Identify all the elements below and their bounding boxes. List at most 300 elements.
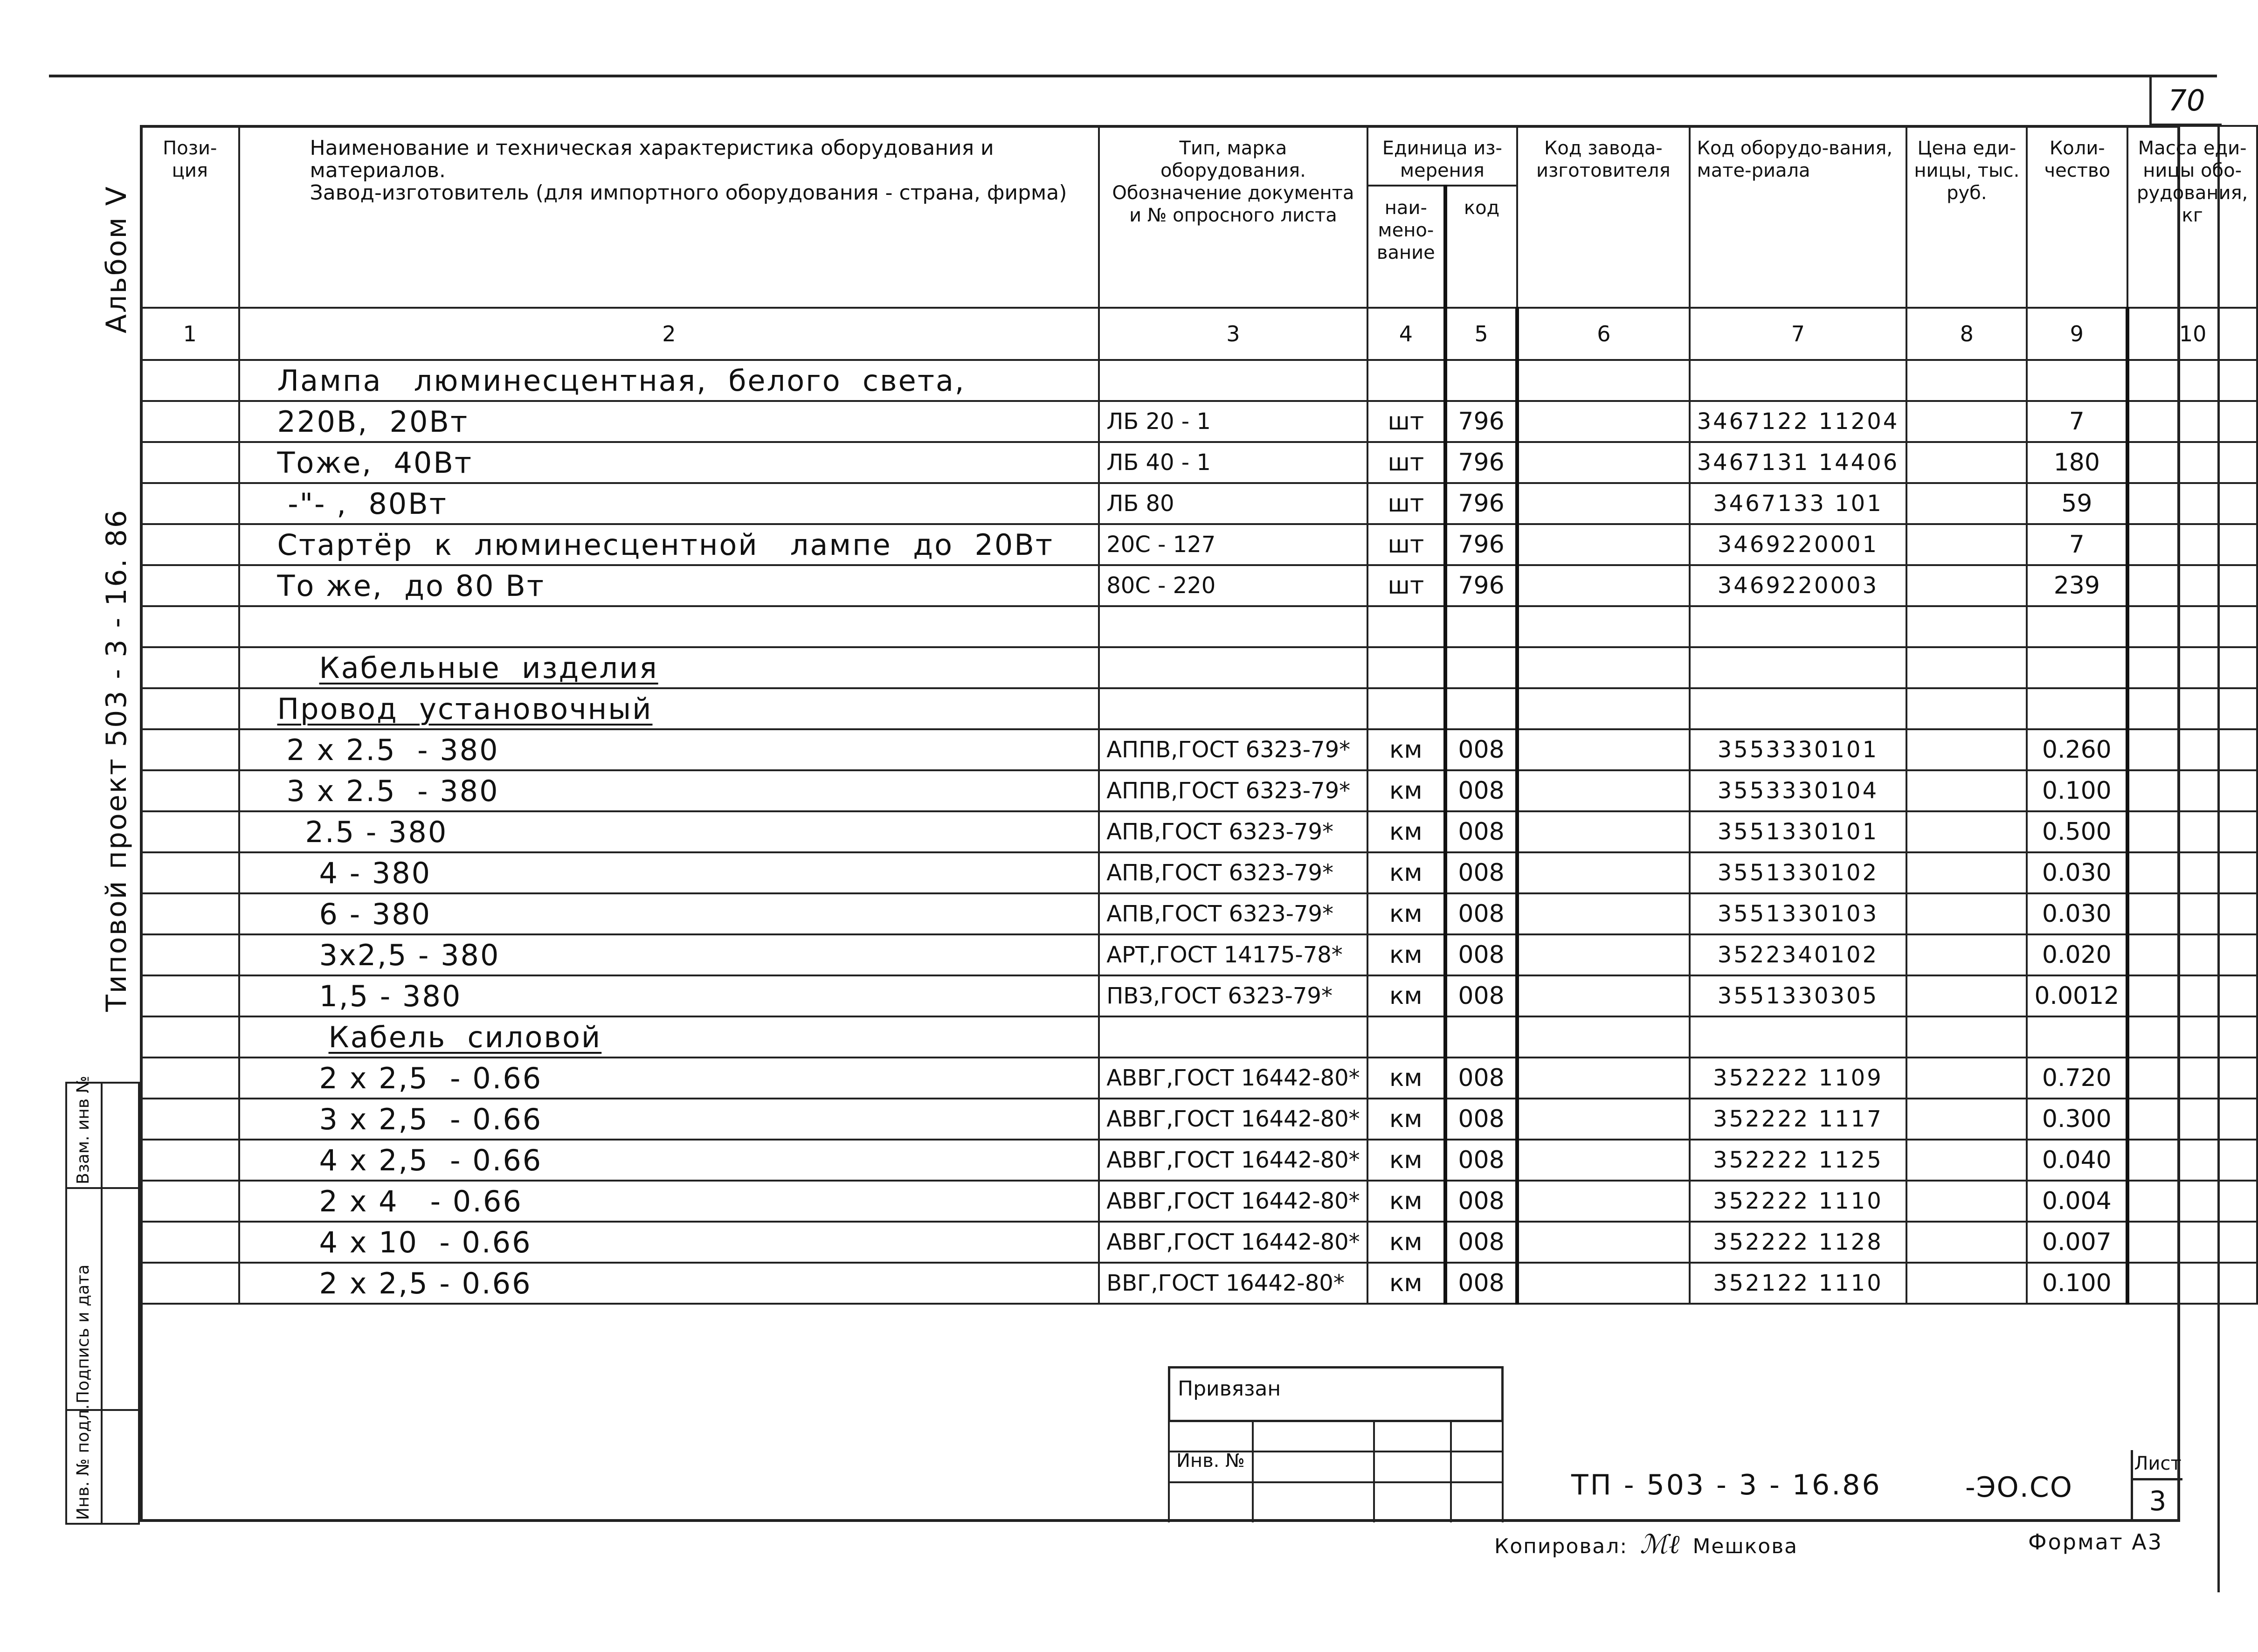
row-name-text: 4 x 2,5 - 0.66	[319, 1143, 543, 1177]
column-number-row	[141, 308, 2257, 360]
col-num-10: 10	[2127, 308, 2257, 360]
stamp-divider	[1373, 1420, 1375, 1522]
page-number: 70	[2168, 83, 2205, 118]
cell-name	[239, 1099, 1099, 1140]
header-unit-group: Единица из-мерения	[1367, 126, 1517, 186]
cell-material-code: 3551330102	[1690, 852, 1907, 893]
cell-unit-code: 008	[1445, 770, 1517, 811]
table-row	[141, 1263, 2257, 1304]
cell-type	[1099, 1016, 1367, 1058]
table-row	[141, 1016, 2257, 1058]
stamp-title: Привязан	[1168, 1366, 1504, 1422]
header-factory-code: Код завода-изготовителя	[1517, 126, 1689, 308]
cell-unit: км	[1367, 1058, 1445, 1099]
cell-factory-code	[1517, 606, 1689, 647]
cell-name	[239, 934, 1099, 975]
cell-price	[1906, 483, 2027, 524]
cell-type	[1099, 688, 1367, 729]
header-unit-code: код	[1445, 186, 1517, 308]
cell-position	[141, 1263, 239, 1304]
cell-type	[1099, 606, 1367, 647]
cell-factory-code	[1517, 360, 1689, 401]
cell-unit: шт	[1367, 483, 1445, 524]
cell-name	[239, 1058, 1099, 1099]
row-name-text: 220В, 20Вт	[277, 404, 469, 439]
copied-label: Копировал:	[1494, 1534, 1628, 1558]
row-name-text: Провод установочный	[277, 691, 653, 726]
paper-format: Формат А3	[2028, 1529, 2163, 1555]
cell-material-code: 3553330101	[1690, 729, 1907, 770]
cell-material-code	[1690, 606, 1907, 647]
table-row	[141, 647, 2257, 688]
cell-factory-code	[1517, 1181, 1689, 1222]
cell-factory-code	[1517, 1099, 1689, 1140]
cell-material-code: 352222 1125	[1690, 1140, 1907, 1181]
table-row	[141, 360, 2257, 401]
sheet-value: 3	[2149, 1485, 2167, 1517]
cell-name	[239, 483, 1099, 524]
cell-price	[1906, 1016, 2027, 1058]
cell-quantity	[2027, 688, 2127, 729]
cell-mass	[2127, 1263, 2257, 1304]
cell-mass	[2127, 401, 2257, 442]
cell-name	[239, 1222, 1099, 1263]
document-designation: ТП - 503 - 3 - 16.86	[1571, 1469, 1882, 1501]
table-row	[141, 401, 2257, 442]
cell-name	[239, 360, 1099, 401]
cell-mass	[2127, 360, 2257, 401]
cell-quantity: 0.020	[2027, 934, 2127, 975]
cell-unit-code	[1445, 360, 1517, 401]
cell-material-code: 3467131 14406	[1690, 442, 1907, 483]
cell-price	[1906, 688, 2027, 729]
cell-unit-code	[1445, 647, 1517, 688]
cell-name	[239, 975, 1099, 1016]
cell-unit	[1367, 1016, 1445, 1058]
cell-factory-code	[1517, 811, 1689, 852]
cell-mass	[2127, 1016, 2257, 1058]
stamp-cell	[1168, 1420, 1504, 1452]
table-row	[141, 811, 2257, 852]
cell-quantity: 239	[2027, 565, 2127, 606]
approval-sidebar	[65, 1076, 140, 1525]
table-row	[141, 442, 2257, 483]
cell-position	[141, 565, 239, 606]
cell-type: ПВЗ,ГОСТ 6323-79*	[1099, 975, 1367, 1016]
cell-type: АПВ,ГОСТ 6323-79*	[1099, 852, 1367, 893]
row-name-text: Кабельные изделия	[319, 650, 658, 685]
table-row	[141, 1058, 2257, 1099]
cell-quantity: 0.030	[2027, 852, 2127, 893]
cell-mass	[2127, 811, 2257, 852]
cell-price	[1906, 770, 2027, 811]
cell-quantity	[2027, 360, 2127, 401]
cell-quantity: 0.100	[2027, 770, 2127, 811]
cell-price	[1906, 565, 2027, 606]
cell-unit	[1367, 360, 1445, 401]
cell-quantity: 0.007	[2027, 1222, 2127, 1263]
row-name-text: 4 - 380	[319, 856, 432, 890]
cell-unit-code: 008	[1445, 975, 1517, 1016]
cell-type: АВВГ,ГОСТ 16442-80*	[1099, 1222, 1367, 1263]
col-num-4: 4	[1367, 308, 1445, 360]
cell-price	[1906, 1263, 2027, 1304]
cell-factory-code	[1517, 565, 1689, 606]
header-material-code: Код оборудо-вания, мате-риала	[1690, 126, 1907, 308]
cell-position	[141, 606, 239, 647]
cell-material-code: 352222 1128	[1690, 1222, 1907, 1263]
table-row	[141, 688, 2257, 729]
cell-name	[239, 688, 1099, 729]
cell-type: 80С - 220	[1099, 565, 1367, 606]
cell-factory-code	[1517, 1058, 1689, 1099]
table-row	[141, 770, 2257, 811]
header-row	[141, 126, 2257, 186]
cell-unit-code: 008	[1445, 811, 1517, 852]
cell-unit-code: 008	[1445, 729, 1517, 770]
cell-mass	[2127, 1140, 2257, 1181]
cell-quantity: 0.500	[2027, 811, 2127, 852]
row-name-text: 6 - 380	[319, 897, 432, 931]
cell-material-code: 352222 1109	[1690, 1058, 1907, 1099]
table-row	[141, 565, 2257, 606]
cell-position	[141, 770, 239, 811]
cell-position	[141, 934, 239, 975]
cell-material-code: 3553330104	[1690, 770, 1907, 811]
cell-price	[1906, 975, 2027, 1016]
cell-position	[141, 401, 239, 442]
cell-mass	[2127, 1181, 2257, 1222]
row-name-text: 4 x 10 - 0.66	[319, 1225, 532, 1259]
cell-unit	[1367, 606, 1445, 647]
cell-type: ЛБ 40 - 1	[1099, 442, 1367, 483]
cell-factory-code	[1517, 934, 1689, 975]
col-num-7: 7	[1690, 308, 1907, 360]
cell-position	[141, 524, 239, 565]
cell-type: ЛБ 20 - 1	[1099, 401, 1367, 442]
cell-unit: км	[1367, 1140, 1445, 1181]
cell-mass	[2127, 483, 2257, 524]
cell-material-code	[1690, 1016, 1907, 1058]
cell-name	[239, 565, 1099, 606]
table-row	[141, 1099, 2257, 1140]
cell-unit-code: 008	[1445, 1099, 1517, 1140]
cell-price	[1906, 442, 2027, 483]
cell-factory-code	[1517, 1140, 1689, 1181]
cell-factory-code	[1517, 442, 1689, 483]
cell-position	[141, 1181, 239, 1222]
document-suffix: -ЭО.СО	[1965, 1471, 2073, 1504]
cell-material-code	[1690, 647, 1907, 688]
cell-position	[141, 647, 239, 688]
table-row	[141, 1140, 2257, 1181]
cell-name	[239, 1263, 1099, 1304]
cell-position	[141, 483, 239, 524]
cell-type: АПВ,ГОСТ 6323-79*	[1099, 893, 1367, 934]
cell-unit-code: 796	[1445, 401, 1517, 442]
row-name-text: Тоже, 40Вт	[277, 445, 473, 480]
header-unit-name: наи-мено-вание	[1367, 186, 1445, 308]
cell-name	[239, 647, 1099, 688]
cell-position	[141, 975, 239, 1016]
cell-mass	[2127, 1058, 2257, 1099]
cell-type: ВВГ,ГОСТ 16442-80*	[1099, 1263, 1367, 1304]
cell-position	[141, 852, 239, 893]
cell-name	[239, 893, 1099, 934]
row-name-text: 3 x 2.5 - 380	[286, 774, 499, 808]
cell-factory-code	[1517, 729, 1689, 770]
cell-price	[1906, 1140, 2027, 1181]
col-num-2: 2	[239, 308, 1099, 360]
cell-position	[141, 811, 239, 852]
row-name-text: -"- , 80Вт	[277, 486, 448, 521]
cell-mass	[2127, 934, 2257, 975]
album-label: Альбом V	[100, 185, 133, 333]
cell-unit-code: 008	[1445, 1058, 1517, 1099]
cell-mass	[2127, 975, 2257, 1016]
sidebar-vzam-label: Взам. инв №	[74, 1076, 93, 1184]
cell-unit: шт	[1367, 401, 1445, 442]
cell-material-code: 3551330101	[1690, 811, 1907, 852]
cell-factory-code	[1517, 1016, 1689, 1058]
cell-price	[1906, 1181, 2027, 1222]
header-name	[239, 126, 1099, 308]
cell-type: АВВГ,ГОСТ 16442-80*	[1099, 1099, 1367, 1140]
stamp-divider	[1450, 1420, 1452, 1522]
cell-unit-code: 008	[1445, 1181, 1517, 1222]
table-row	[141, 483, 2257, 524]
cell-unit-code: 008	[1445, 934, 1517, 975]
cell-name	[239, 1016, 1099, 1058]
cell-quantity: 59	[2027, 483, 2127, 524]
col-num-5: 5	[1445, 308, 1517, 360]
cell-mass	[2127, 688, 2257, 729]
table-row	[141, 893, 2257, 934]
table-row	[141, 729, 2257, 770]
table-row	[141, 1181, 2257, 1222]
cell-unit: км	[1367, 852, 1445, 893]
signature-mark: ℳℓ	[1640, 1529, 1681, 1560]
sheet-number-box	[2131, 1450, 2182, 1522]
cell-factory-code	[1517, 524, 1689, 565]
cell-position	[141, 1058, 239, 1099]
sidebar-podpis-label: Подпись и дата	[74, 1264, 93, 1403]
cell-unit-code	[1445, 606, 1517, 647]
table-body	[141, 360, 2257, 1304]
row-name-text: 3 x 2,5 - 0.66	[319, 1102, 543, 1136]
cell-mass	[2127, 442, 2257, 483]
cell-position	[141, 893, 239, 934]
cell-name	[239, 811, 1099, 852]
cell-quantity: 0.0012	[2027, 975, 2127, 1016]
cell-material-code: 3551330305	[1690, 975, 1907, 1016]
page-number-box	[2149, 77, 2222, 126]
table-row	[141, 975, 2257, 1016]
cell-unit-code: 796	[1445, 524, 1517, 565]
row-name-text: 3x2,5 - 380	[319, 938, 500, 972]
cell-mass	[2127, 565, 2257, 606]
cell-factory-code	[1517, 401, 1689, 442]
cell-price	[1906, 647, 2027, 688]
col-num-8: 8	[1906, 308, 2027, 360]
cell-mass	[2127, 524, 2257, 565]
cell-position	[141, 1099, 239, 1140]
row-name-text: То же, до 80 Вт	[277, 568, 545, 603]
cell-type: АППВ,ГОСТ 6323-79*	[1099, 729, 1367, 770]
table-row	[141, 934, 2257, 975]
cell-unit: шт	[1367, 442, 1445, 483]
cell-mass	[2127, 729, 2257, 770]
header-name-line2: Завод-изготовитель (для импортного оборудования - страна, фирма)	[310, 181, 1067, 205]
cell-unit: км	[1367, 1099, 1445, 1140]
stamp-inv-label: Инв. №	[1176, 1450, 1245, 1472]
cell-mass	[2127, 770, 2257, 811]
cell-material-code: 352122 1110	[1690, 1263, 1907, 1304]
cell-name	[239, 852, 1099, 893]
header-type: Тип, марка оборудования. Обозначение документа и № опросного листа	[1099, 126, 1367, 308]
header-quantity: Коли-чество	[2027, 126, 2127, 308]
cell-position	[141, 442, 239, 483]
cell-position	[141, 1140, 239, 1181]
cell-price	[1906, 852, 2027, 893]
table-row	[141, 524, 2257, 565]
cell-price	[1906, 729, 2027, 770]
col-num-9: 9	[2027, 308, 2127, 360]
cell-quantity: 180	[2027, 442, 2127, 483]
cell-position	[141, 360, 239, 401]
cell-quantity: 0.720	[2027, 1058, 2127, 1099]
cell-price	[1906, 934, 2027, 975]
cell-quantity	[2027, 1016, 2127, 1058]
sidebar-inv-label: Инв. № подл.	[74, 1404, 93, 1520]
cell-material-code: 3469220003	[1690, 565, 1907, 606]
cell-type: АРТ,ГОСТ 14175-78*	[1099, 934, 1367, 975]
table-row	[141, 606, 2257, 647]
cell-quantity: 0.100	[2027, 1263, 2127, 1304]
cell-type: АППВ,ГОСТ 6323-79*	[1099, 770, 1367, 811]
cell-unit-code: 796	[1445, 483, 1517, 524]
cell-unit-code: 796	[1445, 565, 1517, 606]
cell-factory-code	[1517, 688, 1689, 729]
cell-material-code	[1690, 360, 1907, 401]
header-mass: Масса еди-ницы обо-рудования, кг	[2127, 126, 2257, 308]
cell-unit: шт	[1367, 565, 1445, 606]
cell-unit: км	[1367, 770, 1445, 811]
top-border-line	[49, 75, 2217, 77]
project-label: Типовой проект 503 - 3 - 16. 86	[100, 508, 133, 1012]
cell-price	[1906, 606, 2027, 647]
cell-name	[239, 1140, 1099, 1181]
row-name-text: Стартёр к люминесцентной лампе до 20Вт	[277, 527, 1054, 562]
row-name-text: Кабель силовой	[328, 1020, 602, 1054]
cell-unit: км	[1367, 975, 1445, 1016]
cell-price	[1906, 1058, 2027, 1099]
cell-unit: км	[1367, 1222, 1445, 1263]
cell-unit: км	[1367, 934, 1445, 975]
cell-factory-code	[1517, 1263, 1689, 1304]
cell-quantity: 7	[2027, 401, 2127, 442]
cell-factory-code	[1517, 1222, 1689, 1263]
cell-type: АПВ,ГОСТ 6323-79*	[1099, 811, 1367, 852]
copied-name: Мешкова	[1692, 1534, 1798, 1558]
cell-price	[1906, 360, 2027, 401]
cell-position	[141, 729, 239, 770]
cell-unit-code	[1445, 1016, 1517, 1058]
cell-material-code: 3522340102	[1690, 934, 1907, 975]
cell-price	[1906, 893, 2027, 934]
cell-unit-code: 008	[1445, 1140, 1517, 1181]
cell-factory-code	[1517, 483, 1689, 524]
cell-price	[1906, 524, 2027, 565]
cell-type: АВВГ,ГОСТ 16442-80*	[1099, 1058, 1367, 1099]
cell-material-code	[1690, 688, 1907, 729]
cell-type: 20С - 127	[1099, 524, 1367, 565]
cell-name	[239, 770, 1099, 811]
cell-mass	[2127, 606, 2257, 647]
cell-material-code: 352222 1117	[1690, 1099, 1907, 1140]
cell-name	[239, 606, 1099, 647]
cell-price	[1906, 811, 2027, 852]
cell-mass	[2127, 1099, 2257, 1140]
cell-price	[1906, 1222, 2027, 1263]
cell-price	[1906, 1099, 2027, 1140]
cell-unit: км	[1367, 729, 1445, 770]
table-row	[141, 1222, 2257, 1263]
cell-price	[1906, 401, 2027, 442]
cell-unit: км	[1367, 811, 1445, 852]
cell-unit	[1367, 688, 1445, 729]
cell-name	[239, 524, 1099, 565]
cell-factory-code	[1517, 770, 1689, 811]
row-name-text: 2 x 2.5 - 380	[286, 733, 499, 767]
row-name-text: Лампа люминесцентная, белого света,	[277, 363, 966, 398]
col-num-3: 3	[1099, 308, 1367, 360]
cell-type: АВВГ,ГОСТ 16442-80*	[1099, 1181, 1367, 1222]
cell-unit: км	[1367, 1263, 1445, 1304]
cell-material-code: 352222 1110	[1690, 1181, 1907, 1222]
cell-material-code: 3467122 11204	[1690, 401, 1907, 442]
cell-quantity	[2027, 647, 2127, 688]
cell-unit: км	[1367, 893, 1445, 934]
row-name-text: 2 x 2,5 - 0.66	[319, 1061, 543, 1095]
binding-stamp	[1168, 1366, 1504, 1522]
cell-mass	[2127, 852, 2257, 893]
header-name-line1: Наименование и техническая характеристика оборудования и материалов.	[310, 136, 994, 182]
cell-quantity: 7	[2027, 524, 2127, 565]
cell-unit-code: 008	[1445, 852, 1517, 893]
cell-name	[239, 401, 1099, 442]
cell-position	[141, 688, 239, 729]
cell-type	[1099, 647, 1367, 688]
cell-factory-code	[1517, 647, 1689, 688]
cell-material-code: 3551330103	[1690, 893, 1907, 934]
cell-material-code: 3467133 101	[1690, 483, 1907, 524]
cell-unit: км	[1367, 1181, 1445, 1222]
cell-factory-code	[1517, 852, 1689, 893]
cell-quantity: 0.260	[2027, 729, 2127, 770]
cell-unit: шт	[1367, 524, 1445, 565]
cell-name	[239, 442, 1099, 483]
copied-by	[1494, 1529, 1798, 1560]
cell-material-code: 3469220001	[1690, 524, 1907, 565]
cell-position	[141, 1222, 239, 1263]
cell-unit-code: 008	[1445, 893, 1517, 934]
row-name-text: 2 x 4 - 0.66	[319, 1184, 523, 1218]
cell-position	[141, 1016, 239, 1058]
cell-factory-code	[1517, 893, 1689, 934]
stamp-divider	[1252, 1420, 1254, 1522]
cell-type: АВВГ,ГОСТ 16442-80*	[1099, 1140, 1367, 1181]
